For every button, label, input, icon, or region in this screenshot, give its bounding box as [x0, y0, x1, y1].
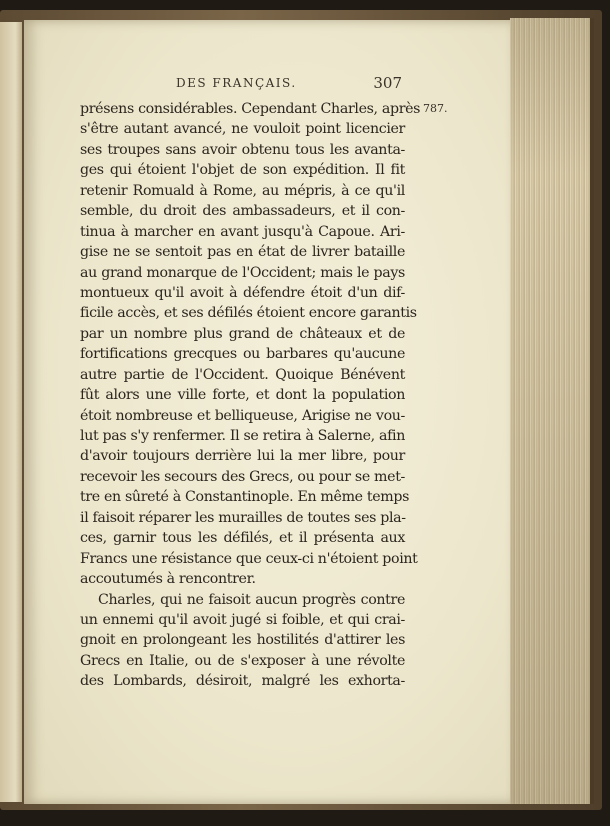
paragraph-1 [80, 99, 421, 590]
text-line: un ennemi qu'il avoit jugé si foible, et qui crai- [80, 611, 405, 628]
page-header [80, 74, 402, 94]
text-line: semble, du droit des ambassadeurs, et il con- [80, 203, 405, 220]
text-line: il faisoit réparer les murailles de toutes ses pla- [80, 509, 406, 526]
text-line: présens considérables. Cependant Charles, après [80, 101, 421, 117]
facing-page-edge [0, 22, 22, 802]
text-line: gise ne se sentoit pas en état de livrer bataille [80, 244, 405, 261]
text-line: d'avoir toujours derrière lui la mer libre, pour [80, 448, 405, 465]
text-line: accoutumés à rencontrer. [80, 571, 256, 588]
text-line: des Lombards, désiroit, malgré les exhorta- [80, 673, 405, 690]
text-line: tinua à marcher en avant jusqu'à Capoue. Ari- [80, 223, 405, 240]
text-line: s'être autant avancé, ne vouloit point licencier [80, 121, 405, 138]
text-line: recevoir les secours des Grecs, ou pour se met- [80, 468, 405, 485]
page-edges-fore-edge [510, 18, 594, 804]
text-line: fortifications grecques ou barbares qu'aucune [80, 346, 405, 363]
running-title: DES FRANÇAIS. [176, 76, 297, 90]
text-line: ces, garnir tous les défilés, et il présenta aux [80, 530, 405, 547]
page-number: 307 [373, 74, 402, 92]
margin-year-note: 787. [423, 102, 448, 115]
text-line: par un nombre plus grand de châteaux et de [80, 325, 405, 342]
text-line: Francs une résistance que ceux-ci n'étoient point [80, 550, 418, 567]
text-line: tre en sûreté à Constantinople. En même temps [80, 489, 410, 506]
text-line: ges qui étoient l'objet de son expédition. Il fit [80, 162, 405, 179]
text-line: autre partie de l'Occident. Quoique Bénévent [80, 366, 405, 383]
text-line: au grand monarque de l'Occident; mais le pays [80, 264, 405, 281]
text-line: ficile accès, et ses défilés étoient encore garantis [80, 305, 417, 322]
text-line: montueux qu'il avoit à défendre étoit d'un dif- [80, 284, 405, 301]
text-line: fût alors une ville forte, et dont la population [80, 387, 405, 404]
body-text [80, 99, 421, 692]
text-line: ses troupes sans avoir obtenu tous les avanta- [80, 141, 405, 158]
paragraph-2 [80, 590, 405, 692]
text-line: retenir Romuald à Rome, au mépris, à ce qu'il [80, 182, 405, 199]
text-line: Charles, qui ne faisoit aucun progrès contre [98, 591, 405, 608]
text-line: étoit nombreuse et belliqueuse, Arigise ne vou- [80, 407, 405, 424]
text-line: gnoit en prolongeant les hostilités d'attirer les [80, 632, 405, 649]
text-line: lut pas s'y renfermer. Il se retira à Salerne, afin [80, 428, 405, 444]
text-line: Grecs en Italie, ou de s'exposer à une révolte [80, 652, 405, 669]
